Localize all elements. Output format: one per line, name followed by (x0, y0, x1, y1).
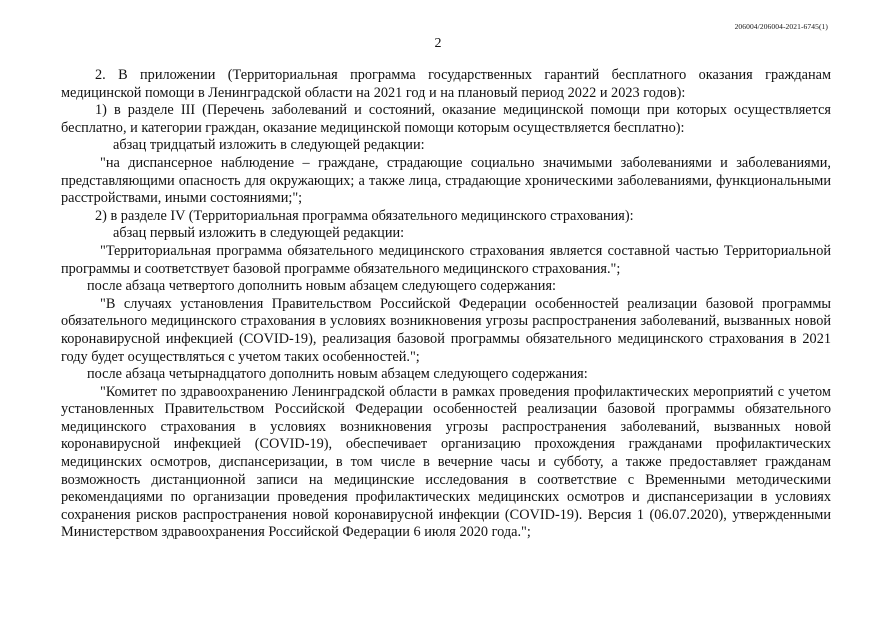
paragraph-quote: "В случаях установления Правительством Российской Федерации особенностей реализации базовой программы обязательного медицинского страхования в условиях возникновения угрозы распространения заболеваний, вызванных новой коронавирусной инфекцией (COVID-19), реализация базовой программы обязательного медицинского страхования в 2021 году будет осуществляться с учетом таких особенностей."; (61, 295, 831, 365)
paragraph-instruction: после абзаца четвертого дополнить новым абзацем следующего содержания: (87, 278, 557, 295)
paragraph-quote: "на диспансерное наблюдение – граждане, страдающие социально значимыми заболеваниями и заболеваниями, представляющими опасность для окружающих; а также лица, страдающие хроническими заболеваниями, функциональными расстройствами, иными состояниями;"; (61, 154, 831, 207)
paragraph-section-iv: 2) в разделе IV (Территориальная программа обязательного медицинского страхования): (95, 207, 634, 224)
paragraph-quote: "Территориальная программа обязательного медицинского страхования является составной частью Территориальной программы и соответствует базовой программе обязательного медицинского страхования."; (61, 242, 831, 277)
paragraph-amendment-intro: 2. В приложении (Территориальная программа государственных гарантий бесплатного оказания гражданам медицинской помощи в Ленинградской области на 2021 год и на плановый период 2022 и 2023 годов): (61, 67, 831, 101)
paragraph-instruction: абзац первый изложить в следующей редакции: (113, 225, 405, 242)
document-id: 206004/206004-2021-6745(1) (734, 22, 828, 31)
paragraph-instruction: после абзаца четырнадцатого дополнить новым абзацем следующего содержания: (87, 366, 588, 383)
document-body (61, 67, 831, 542)
paragraph-instruction: абзац тридцатый изложить в следующей редакции: (113, 137, 425, 154)
paragraph-quote: "Комитет по здравоохранению Ленинградской области в рамках проведения профилактических мероприятий с учетом установленных Правительством Российской Федерации особенностей реализации базовой программы обязательного медицинского страхования в условиях возникновения угрозы распространения заболеваний, вызванных новой коронавирусной инфекцией (COVID-19), обеспечивает организацию прохождения гражданами профилактических медицинских осмотров, диспансеризации, в том числе в вечерние часы и субботу, а также предоставляет гражданам возможность дистанционной записи на медицинские исследования в соответствие с Временными методическими рекомендациями по организации проведения профилактических медицинских осмотров и диспансеризации в условиях сохранения рисков распространения новой коронавирусной инфекции (COVID-19). Версия 1 (06.07.2020), утвержденными Министерством здравоохранения Российской Федерации 6 июля 2020 года."; (61, 383, 831, 541)
page-number: 2 (434, 36, 442, 51)
paragraph-section-iii: 1) в разделе III (Перечень заболеваний и состояний, оказание медицинской помощи при которых осуществляется бесплатно, и категории граждан, оказание медицинской помощи которым осуществляется бесплатно): (61, 102, 831, 136)
